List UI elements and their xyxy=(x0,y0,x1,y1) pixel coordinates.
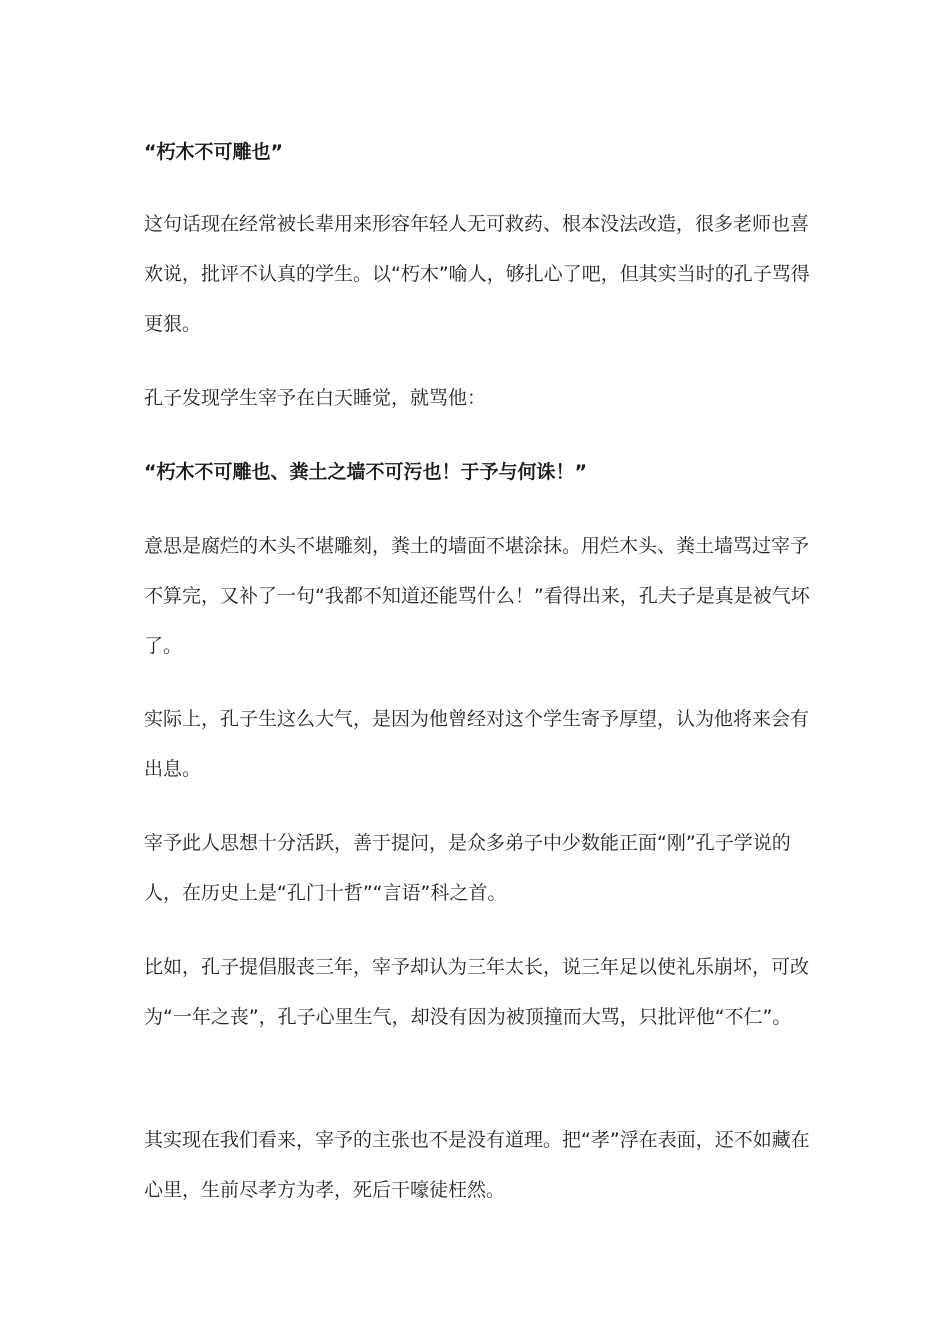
paragraph-7: 其实现在我们看来，宰予的主张也不是没有道理。把“孝”浮在表面，还不如藏在心里，生前尽孝方为孝，死后干嚎徒枉然。 xyxy=(144,1129,810,1201)
paragraph-6: 比如，孔子提倡服丧三年，宰予却认为三年太长，说三年足以使礼乐崩坏，可改为“一年之丧”，孔子心里生气，却没有因为被顶撞而大骂，只批评他“不仁”。 xyxy=(144,956,810,1028)
heading: “朽木不可雕也” xyxy=(144,141,283,163)
quote: “朽木不可雕也、粪土之墙不可污也！于予与何诛！” xyxy=(144,461,587,483)
paragraph-2: 孔子发现学生宰予在白天睡觉，就骂他： xyxy=(144,387,487,409)
paragraph-5: 宰予此人思想十分活跃，善于提问，是众多弟子中少数能正面“刚”孔子学说的人，在历史上是“孔门十哲”“言语”科之首。 xyxy=(144,832,791,904)
paragraph-3: 意思是腐烂的木头不堪雕刻，粪土的墙面不堪涂抹。用烂木头、粪土墙骂过宰予不算完，又补了一句“我都不知道还能骂什么！”看得出来，孔夫子是真是被气坏了。 xyxy=(144,535,810,657)
paragraph-4: 实际上，孔子生这么大气，是因为他曾经对这个学生寄予厚望，认为他将来会有出息。 xyxy=(144,708,810,780)
paragraph-1: 这句话现在经常被长辈用来形容年轻人无可救药、根本没法改造，很多老师也喜欢说，批评不认真的学生。以“朽木”喻人，够扎心了吧，但其实当时的孔子骂得更狠。 xyxy=(144,213,810,335)
